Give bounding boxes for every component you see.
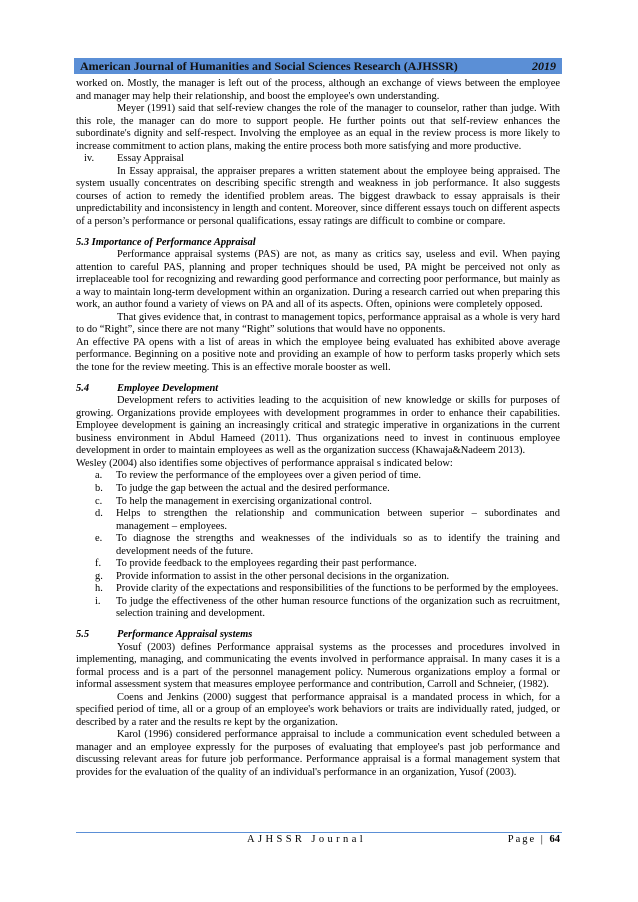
list-label: b. — [95, 482, 103, 494]
page-label: Page | — [507, 834, 545, 845]
list-text: Provide information to assist in the other personal decisions in the organization. — [116, 570, 450, 582]
paragraph-wesley: Wesley (2004) also identifies some objectives of performance appraisal s indicated below: — [76, 457, 453, 469]
paragraph-development: Development refers to activities leading to the acquisition of new knowledge or skills for purposes of growing. Organizations provide employees with development programmes in order to enhance their capabilities. Employee development is gaining an increasingly critical and strategic imperative in organizations in the current business environment in Abdul Hameed (2011). Thus organizations need to invest in continuous employee development in order to maintain employees as well as the organization success (Khawaja&Nadeem 2013). — [76, 395, 560, 457]
list-item — [76, 558, 560, 571]
list-label: d. — [95, 508, 103, 520]
list-text: To judge the effectiveness of the other human resource functions of the organization such as recruitment, selection training and development. — [116, 595, 560, 620]
page-footer — [76, 834, 562, 848]
list-label: iv. — [84, 153, 95, 165]
paragraph-karol: Karol (1996) considered performance appraisal to include a communication event scheduled between a manager and an employee expressly for the purposes of evaluating that employee's past job performance and discussing relevant areas for future job performance. Performance appraisal is a formal management system that provides for the evaluation of the quality of an individual's performance in an organization, Yusof (2003). — [76, 729, 560, 778]
journal-header — [74, 58, 562, 74]
section-heading-5-5 — [76, 629, 560, 642]
list-label: e. — [95, 533, 103, 545]
list-item — [76, 483, 560, 496]
paragraph-pas: Performance appraisal systems (PAS) are not, as many as critics say, useless and evil. When paying attention to careful PAS, planning and proper techniques should be used, PA might be perceived not only as irreplaceable tool for recognizing and rewarding good performance and correcting poor performance, but mainly as a way to maintain long-term development within an organization. During a research carried out when preparing this work, an author found a variety of views on PA and all of its aspects. Often, opinions were completely opposed. — [76, 249, 560, 311]
list-item — [76, 470, 560, 483]
list-label: h. — [95, 583, 103, 595]
journal-title: American Journal of Humanities and Social Sciences Research (AJHSSR) — [80, 58, 458, 73]
list-item — [76, 571, 560, 584]
list-item — [76, 583, 560, 596]
section-heading-5-3: 5.3 Importance of Performance Appraisal — [76, 236, 256, 248]
paragraph-worked-on: worked on. Mostly, the manager is left out of the process, although an exchange of views between the employee and manager may help their relationship, and boost the employee's own understanding. — [76, 78, 560, 102]
list-text: To diagnose the strengths and weaknesses of the individuals so as to identify the training and development needs of the future. — [116, 533, 560, 557]
essay-appraisal-title: Essay Appraisal — [117, 153, 184, 165]
list-item — [76, 533, 560, 558]
list-label: f. — [95, 558, 102, 570]
footer-rule — [76, 832, 562, 833]
list-text: To judge the gap between the actual and the desired performance. — [116, 482, 390, 494]
paragraph-evidence: That gives evidence that, in contrast to management topics, performance appraisal as a whole is very hard to do “Right”, since there are not many “Right” solutions that would have no opponents. — [76, 311, 560, 336]
list-text: Helps to strengthen the relationship and communication between superior – subordinates and management – employees. — [116, 508, 560, 532]
list-label: i. — [95, 595, 101, 607]
list-item — [76, 508, 560, 533]
section-title: Performance Appraisal systems — [117, 628, 253, 640]
list-text: To provide feedback to the employees regarding their past performance. — [116, 558, 417, 570]
list-text: Provide clarity of the expectations and responsibilities of the functions to be performed by the employees. — [116, 583, 559, 595]
objectives-list — [76, 470, 560, 621]
paragraph-yosuf: Yosuf (2003) defines Performance appraisal systems as the processes and procedures involved in implementing, managing, and communicating the events involved in performance appraisal. In many cases it is a formal process and is a part of the personnel management policy. Numerous organizations employ a formal or informal assessment system that measures employee performance and contribution, Carroll and Schneier, (1982). — [76, 641, 560, 691]
article-body — [76, 78, 560, 780]
paragraph-coens: Coens and Jenkins (2000) suggest that performance appraisal is a mandated process in which, for a specified period of time, all or a group of an employee's work behaviors or traits are individually rated, judged, or described by a rater and the results re kept by the organization. — [76, 691, 560, 728]
list-label: c. — [95, 495, 103, 507]
footer-page — [508, 834, 560, 845]
page-number: 64 — [549, 834, 560, 845]
journal-year: 2019 — [532, 58, 556, 73]
paragraph-meyer: Meyer (1991) said that self-review changes the role of the manager to counselor, rather than judge. With this role, the manager can do more to support people. He further points out that self-review enhances the subordinate's dignity and self-respect. Involving the employee as an equal in the review process is more likely to increase commitment to action plans, making the entire process both more satisfying and more productive. — [76, 103, 560, 152]
section-number: 5.4 — [76, 382, 90, 394]
essay-appraisal-item — [76, 153, 560, 166]
list-item — [76, 596, 560, 621]
list-text: To help the management in exercising organizational control. — [116, 495, 372, 507]
section-heading-5-4 — [76, 383, 560, 396]
list-text: To review the performance of the employees over a given period of time. — [116, 470, 422, 482]
section-number: 5.5 — [76, 628, 90, 640]
list-item — [76, 496, 560, 509]
paragraph-essay: In Essay appraisal, the appraiser prepares a written statement about the employee being appraised. The system usually concentrates on describing specific strength and weakness in job performance. It also suggests courses of action to remedy the identified problem areas. The biggest drawback to essay appraisals is their unpredictability and inconsistency in length and content. Moreover, since different essays touch on different aspects of a person’s performance or personal qualifications, essay ratings are difficult to combine or compare. — [76, 165, 560, 228]
footer-journal: AJHSSR Journal — [247, 834, 367, 845]
list-label: a. — [95, 470, 103, 482]
list-label: g. — [95, 570, 103, 582]
paragraph-effective-pa: An effective PA opens with a list of areas in which the employee being evaluated has exhibited above average performance. Beginning on a positive note and providing an example of how to perform tasks properly which sets the tone for the review meeting. This is an effective morale booster as well. — [76, 336, 560, 374]
section-title: Employee Development — [117, 382, 219, 394]
